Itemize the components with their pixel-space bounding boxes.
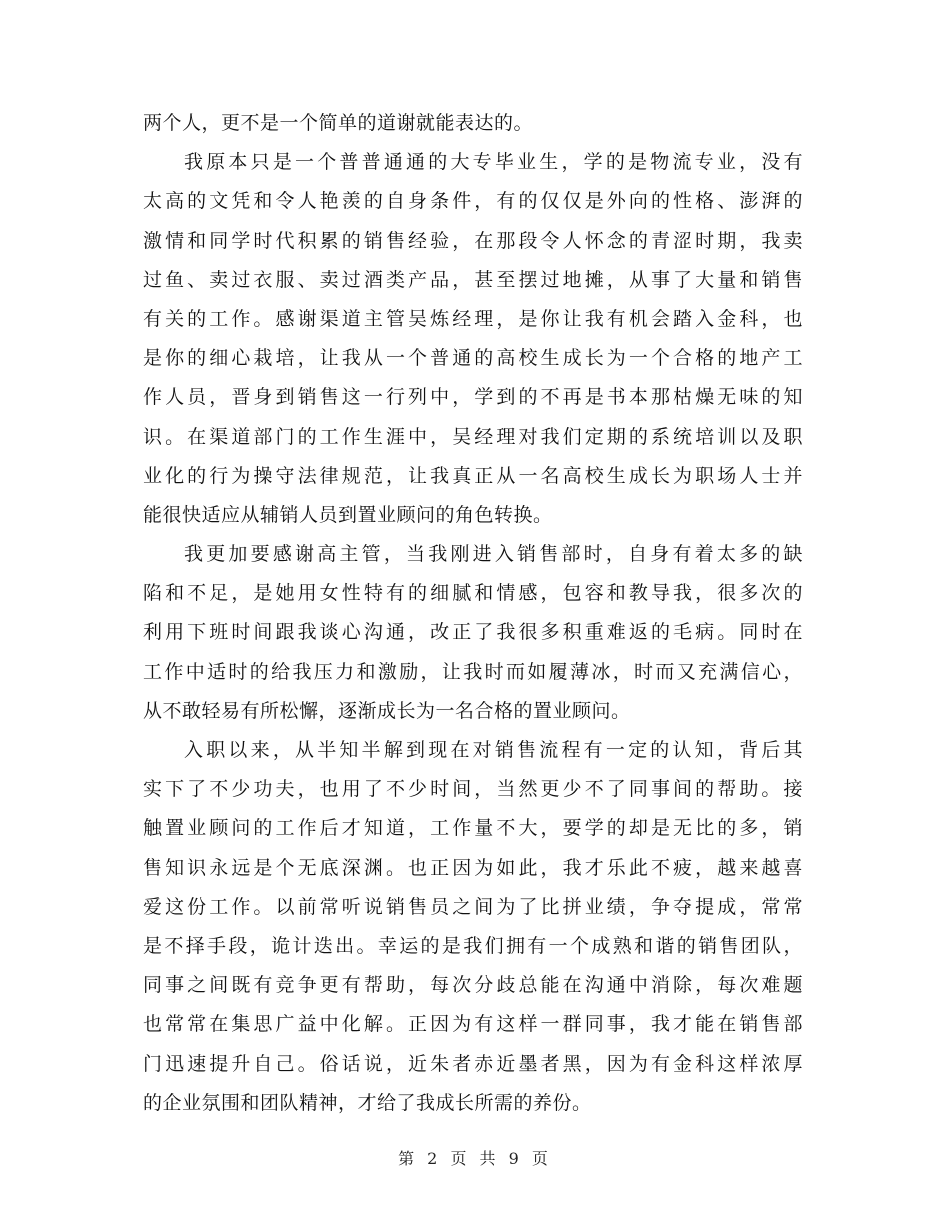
paragraph-line: 激情和同学时代积累的销售经验，在那段令人怀念的青涩时期，我卖 (143, 229, 803, 252)
paragraph-line: 能很快适应从辅销人员到置业顾问的角色转换。 (143, 503, 553, 526)
paragraph-line: 利用下班时间跟我谈心沟通，改正了我很多积重难返的毛病。同时在 (143, 621, 803, 644)
paragraph-line: 从不敢轻易有所松懈，逐渐成长为一名合格的置业顾问。 (143, 699, 631, 722)
paragraph-line: 也常常在集思广益中化解。正因为有这样一群同事，我才能在销售部 (143, 1013, 803, 1036)
paragraph-line: 两个人，更不是一个简单的道谢就能表达的。 (143, 112, 534, 134)
paragraph-line: 识。在渠道部门的工作生涯中，吴经理对我们定期的系统培训以及职 (143, 425, 803, 448)
paragraph-line: 售知识永远是个无底深渊。也正因为如此，我才乐此不疲，越来越喜 (143, 856, 803, 879)
paragraph-line: 业化的行为操守法律规范，让我真正从一名高校生成长为职场人士并 (143, 464, 803, 487)
paragraph-line: 陷和不足，是她用女性特有的细腻和情感，包容和教导我，很多次的 (143, 582, 803, 605)
paragraph-line: 太高的文凭和令人艳羡的自身条件，有的仅仅是外向的性格、澎湃的 (143, 190, 803, 213)
paragraph (143, 731, 803, 1123)
paragraph-line: 实下了不少功夫，也用了不少时间，当然更少不了同事间的帮助。接 (143, 778, 803, 801)
paragraph-line: 工作中适时的给我压力和激励，让我时而如履薄冰，时而又充满信心， (143, 660, 803, 683)
paragraph-line: 我更加要感谢高主管，当我刚进入销售部时，自身有着太多的缺 (184, 543, 803, 566)
paragraph-line: 触置业顾问的工作后才知道，工作量不大，要学的却是无比的多，销 (143, 817, 803, 840)
paragraph (143, 535, 803, 731)
paragraph-line: 过鱼、卖过衣服、卖过酒类产品，甚至摆过地摊，从事了大量和销售 (143, 268, 803, 291)
paragraph-line: 有关的工作。感谢渠道主管吴炼经理，是你让我有机会踏入金科，也 (143, 307, 803, 330)
document-body (143, 104, 803, 1123)
paragraph-line: 入职以来，从半知半解到现在对销售流程有一定的认知，背后其 (184, 739, 803, 761)
paragraph-line: 是不择手段，诡计迭出。幸运的是我们拥有一个成熟和谐的销售团队， (143, 934, 803, 957)
paragraph-line: 作人员，晋身到销售这一行列中，学到的不再是书本那枯燥无味的知 (143, 386, 803, 409)
paragraph-line: 的企业氛围和团队精神，才给了我成长所需的养份。 (143, 1091, 592, 1114)
page-footer: 第 2 页 共 9 页 (398, 1149, 552, 1168)
paragraph-line: 门迅速提升自己。俗话说，近朱者赤近墨者黑，因为有金科这样浓厚 (143, 1052, 803, 1075)
paragraph-line: 是你的细心栽培，让我从一个普通的高校生成长为一个合格的地产工 (143, 347, 803, 370)
paragraph (143, 104, 803, 143)
paragraph-line: 爱这份工作。以前常听说销售员之间为了比拼业绩，争夺提成，常常 (143, 895, 803, 918)
paragraph (143, 143, 803, 535)
paragraph-line: 同事之间既有竞争更有帮助，每次分歧总能在沟通中消除，每次难题 (143, 974, 803, 997)
paragraph-line: 我原本只是一个普普通通的大专毕业生，学的是物流专业，没有 (184, 151, 803, 174)
